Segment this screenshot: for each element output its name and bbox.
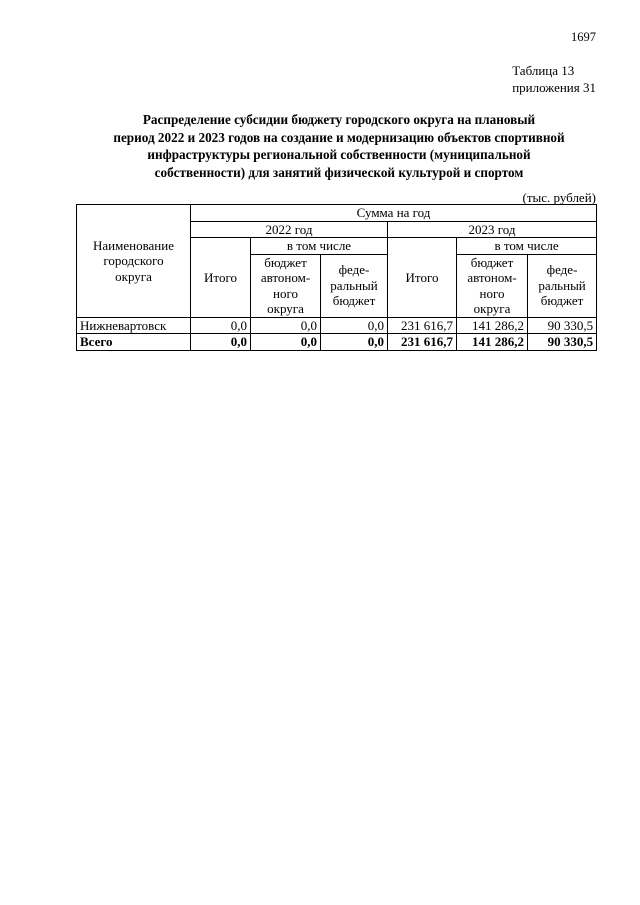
district-budget-2022-cell: 0,0 bbox=[251, 317, 321, 334]
table-reference bbox=[512, 62, 596, 96]
title-line: Распределение субсидии бюджету городского округа на плановый bbox=[142, 112, 536, 127]
table-number: Таблица 13 bbox=[512, 63, 575, 78]
total-row bbox=[77, 334, 597, 351]
page-number: 1697 bbox=[571, 30, 596, 44]
header-district-budget-2022: бюджет автоном- ного округа bbox=[251, 254, 321, 317]
header-district-name: Наименование городского округа bbox=[77, 205, 191, 318]
header-including-2023: в том числе bbox=[457, 238, 597, 255]
header-district-budget-2023: бюджет автоном- ного округа bbox=[457, 254, 528, 317]
total-2022-cell: 0,0 bbox=[191, 334, 251, 351]
district-name-cell: Нижневартовск bbox=[77, 317, 191, 334]
total-2023-cell: 231 616,7 bbox=[388, 317, 457, 334]
subsidy-table bbox=[76, 204, 597, 351]
federal-budget-2022-cell: 0,0 bbox=[321, 334, 388, 351]
total-2023-cell: 231 616,7 bbox=[388, 334, 457, 351]
district-budget-2023-cell: 141 286,2 bbox=[457, 317, 528, 334]
federal-budget-2022-cell: 0,0 bbox=[321, 317, 388, 334]
header-year-2023: 2023 год bbox=[388, 221, 597, 238]
units-label: (тыс. рублей) bbox=[522, 190, 596, 205]
document-title bbox=[80, 111, 598, 181]
district-budget-2022-cell: 0,0 bbox=[251, 334, 321, 351]
header-total-2023: Итого bbox=[388, 238, 457, 318]
header-sum-per-year: Сумма на год bbox=[191, 205, 597, 222]
header-total-2022: Итого bbox=[191, 238, 251, 318]
table-row bbox=[77, 317, 597, 334]
district-budget-2023-cell: 141 286,2 bbox=[457, 334, 528, 351]
title-line: инфраструктуры региональной собственности (муниципальной bbox=[147, 147, 531, 162]
header-including-2022: в том числе bbox=[251, 238, 388, 255]
title-line: период 2022 и 2023 годов на создание и модернизацию объектов спортивной bbox=[113, 129, 565, 145]
title-line: собственности) для занятий физической культурой и спортом bbox=[154, 164, 524, 180]
appendix-number: приложения 31 bbox=[512, 80, 596, 95]
federal-budget-2023-cell: 90 330,5 bbox=[528, 334, 597, 351]
header-federal-budget-2022: феде- ральный бюджет bbox=[321, 254, 388, 317]
header-row-1 bbox=[77, 205, 597, 222]
header-federal-budget-2023: феде- ральный бюджет bbox=[528, 254, 597, 317]
header-year-2022: 2022 год bbox=[191, 221, 388, 238]
total-label-cell: Всего bbox=[77, 334, 191, 351]
federal-budget-2023-cell: 90 330,5 bbox=[528, 317, 597, 334]
total-2022-cell: 0,0 bbox=[191, 317, 251, 334]
